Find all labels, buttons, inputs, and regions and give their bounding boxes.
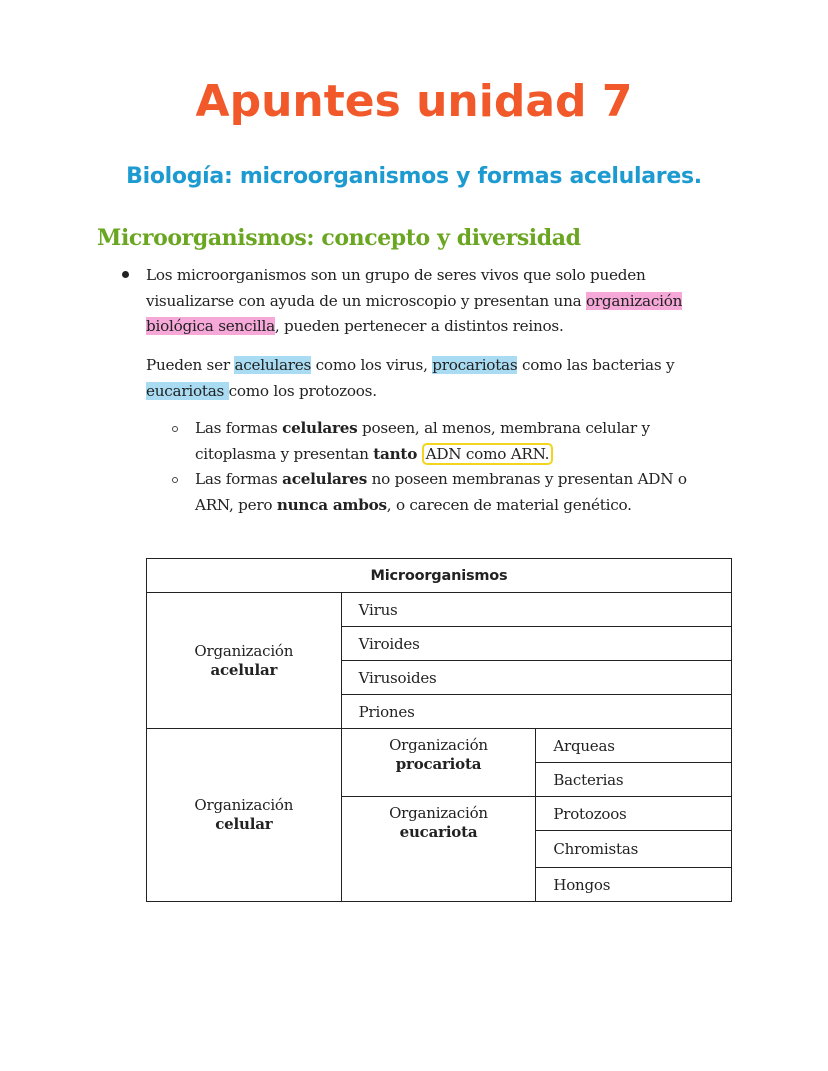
microorganisms-table (146, 558, 732, 902)
procariota-cell: Organización procariota (341, 729, 536, 797)
acelular-cell: Organización acelular (147, 593, 342, 729)
table-cell: Protozoos (536, 797, 732, 831)
table-cell: Arqueas (536, 729, 732, 763)
page-title: Apuntes unidad 7 (195, 76, 633, 127)
table-cell: Bacterias (536, 763, 732, 797)
highlight-procariotas: procariotas (432, 356, 518, 374)
table-cell: Virusoides (341, 661, 731, 695)
boxed-adn-arn: ADN como ARN. (422, 443, 554, 465)
sub-bullet-icon (172, 477, 178, 483)
highlight-eucariotas: eucariotas (146, 381, 229, 400)
sub-bullet-acelulares: Las formas acelulares no poseen membranas y presentan ADN o ARN, pero nunca ambos, o carecen de material genético. (195, 470, 687, 514)
table-header: Microorganismos (147, 559, 732, 593)
table-cell: Virus (341, 593, 731, 627)
celular-cell: Organización celular (147, 729, 342, 902)
bullet-paragraph: Los microorganismos son un grupo de seres vivos que solo pueden visualizarse con ayuda de un microscopio y presentan una organización biológica sencilla, pueden pertenecer a distintos reinos. (146, 266, 683, 335)
bullet-icon (122, 271, 129, 278)
section-heading: Microorganismos: concepto y diversidad (97, 225, 581, 251)
table-cell: Hongos (536, 868, 732, 902)
types-paragraph: Pueden ser acelulares como los virus, procariotas como las bacterias y eucariotas como los protozoos. (146, 356, 675, 400)
highlight-organizacion: organización biológica sencilla (146, 291, 683, 335)
eucariota-cell: Organización eucariota (341, 797, 536, 902)
table-cell: Viroides (341, 627, 731, 661)
highlight-acelulares: acelulares (234, 356, 312, 374)
sub-bullet-icon (172, 426, 178, 432)
sub-bullet-celulares: Las formas celulares poseen, al menos, membrana celular y citoplasma y presentan tanto ADN como ARN. (195, 419, 650, 463)
table-cell: Chromistas (536, 831, 732, 868)
table-cell: Priones (341, 695, 731, 729)
page-subtitle: Biología: microorganismos y formas acelulares. (126, 164, 702, 189)
